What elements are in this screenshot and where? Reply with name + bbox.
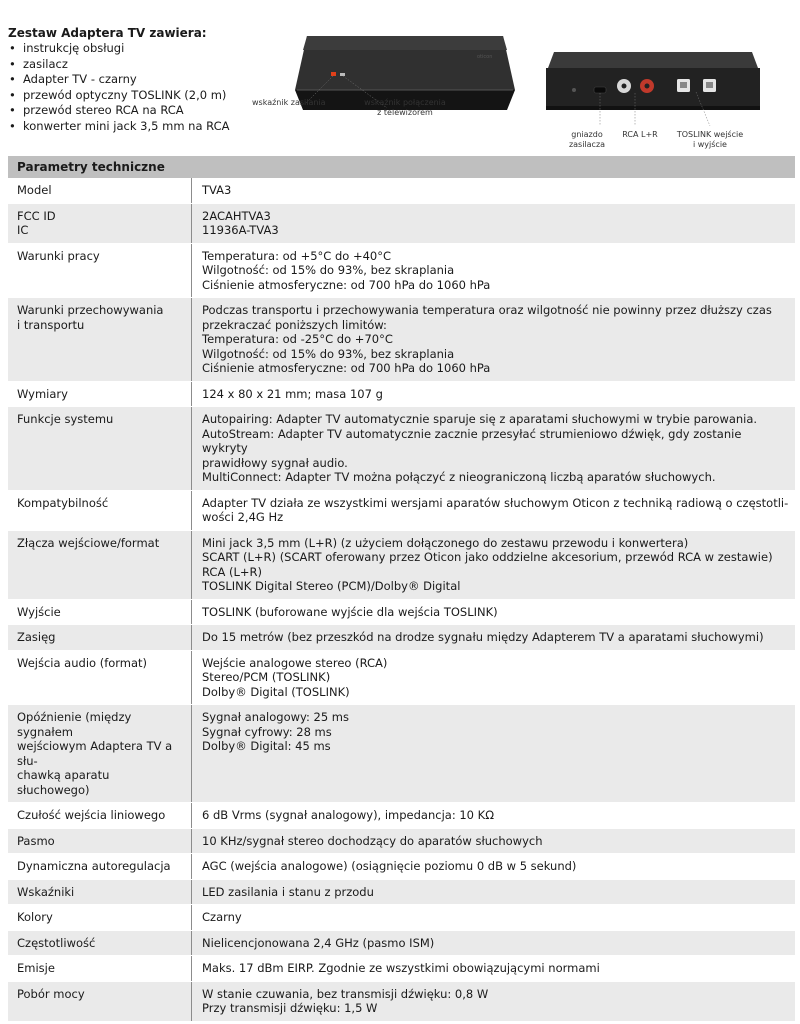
spec-row	[8, 803, 795, 829]
spec-label-line: Opóźnienie (między sygnałem	[17, 710, 132, 739]
spec-value	[192, 298, 795, 381]
toslink-caption-line: i wyjście	[693, 140, 727, 149]
spec-value	[192, 407, 795, 490]
spec-row	[8, 531, 795, 600]
kit-item: • konwerter mini jack 3,5 mm na RCA	[8, 119, 258, 135]
spec-value	[192, 600, 795, 625]
spec-value-line: AutoStream: Adapter TV automatycznie zacznie przesyłać strumieniowo dźwięk, gdy zostanie wykryty	[202, 426, 742, 455]
spec-row	[8, 298, 795, 382]
spec-label	[8, 705, 192, 802]
spec-label-line: Pasmo	[17, 833, 55, 848]
spec-table-header: Parametry techniczne	[8, 156, 795, 178]
spec-value-line: Wejście analogowe stereo (RCA)	[202, 655, 388, 670]
spec-value-line: Dolby® Digital: 45 ms	[202, 739, 331, 753]
power-socket-caption-line: gniazdo	[571, 130, 603, 139]
spec-label-line: Czułość wejścia liniowego	[17, 808, 166, 822]
spec-label	[8, 244, 192, 298]
spec-table	[8, 156, 795, 1022]
spec-label-line: Częstotliwość	[17, 935, 96, 950]
spec-label-line: IC	[17, 223, 29, 237]
power-indicator-caption: wskaźnik zasilania	[252, 98, 326, 107]
spec-value-line: Mini jack 3,5 mm (L+R) (z użyciem dołączonego do zestawu przewodu i konwertera)	[202, 535, 689, 550]
spec-value	[192, 956, 795, 981]
spec-label	[8, 531, 192, 599]
kit-title: Zestaw Adaptera TV zawiera:	[8, 26, 207, 40]
spec-value-line: Autopairing: Adapter TV automatycznie sparuje się z aparatami słuchowymi w trybie parowania.	[202, 412, 758, 426]
spec-row	[8, 178, 795, 204]
spec-label-line: Wymiary	[17, 386, 68, 401]
spec-value-line: Wilgotność: od 15% do 93%, bez skraplania	[202, 263, 455, 277]
spec-label	[8, 407, 192, 490]
spec-label	[8, 178, 192, 203]
spec-label-line: Zasięg	[17, 630, 56, 644]
spec-value-line: TVA3	[202, 183, 232, 197]
spec-value-line: AGC (wejścia analogowe) (osiągnięcie poziomu 0 dB w 5 sekund)	[202, 859, 577, 873]
spec-value-line: W stanie czuwania, bez transmisji dźwięku: 0,8 W	[202, 986, 489, 1001]
kit-list	[8, 41, 258, 135]
spec-value-line: Przy transmisji dźwięku: 1,5 W	[202, 1001, 378, 1015]
spec-value-line: Podczas transportu i przechowywania temperatura oraz wilgotność nie powinny przez dłuższy czas	[202, 303, 772, 317]
spec-value	[192, 931, 795, 956]
spec-value	[192, 244, 795, 298]
spec-value-line: Wilgotność: od 15% do 93%, bez skraplania	[202, 346, 455, 361]
spec-label	[8, 931, 192, 956]
spec-value-line: Temperatura: od +5°C do +40°C	[202, 248, 392, 263]
brand-mark: oticon	[477, 54, 493, 60]
spec-value-line: SCART (L+R) (SCART oferowany przez Oticon jako oddzielne akcesorium, przewód RCA w zestawie)	[202, 550, 773, 564]
spec-value-line: Maks. 17 dBm EIRP. Zgodnie ze wszystkimi obowiązującymi normami	[202, 961, 600, 975]
spec-value	[192, 829, 795, 854]
spec-label-line: Wyjście	[17, 604, 61, 619]
toslink-caption	[672, 130, 748, 150]
tv-indicator-caption-line: z telewizorem	[377, 108, 433, 117]
spec-value-line: Adapter TV działa ze wszystkimi wersjami aparatów słuchowym Oticon z techniką radiową o częstotli-	[202, 495, 789, 510]
spec-label-line: Kolory	[17, 910, 53, 924]
spec-label	[8, 829, 192, 854]
spec-label-line: wejściowym Adaptera TV a słu-	[17, 739, 173, 768]
tv-indicator-caption	[360, 98, 450, 118]
spec-label-line: Pobór mocy	[17, 986, 85, 1001]
spec-value	[192, 625, 795, 650]
spec-value-line: Czarny	[202, 910, 242, 924]
spec-row	[8, 982, 795, 1022]
spec-row	[8, 956, 795, 982]
spec-label	[8, 880, 192, 905]
power-socket-caption	[565, 130, 609, 150]
spec-row	[8, 651, 795, 706]
spec-value-line: 11936A-TVA3	[202, 223, 279, 237]
spec-value-line: RCA (L+R)	[202, 564, 262, 579]
spec-table-body	[8, 178, 795, 1022]
spec-row	[8, 705, 795, 803]
kit-item: • Adapter TV - czarny	[8, 72, 258, 88]
spec-label-line: Wejścia audio (format)	[17, 655, 148, 670]
kit-item: • instrukcję obsługi	[8, 41, 258, 57]
spec-value	[192, 651, 795, 705]
spec-label-line: Kompatybilność	[17, 495, 109, 510]
spec-row	[8, 625, 795, 651]
spec-value	[192, 854, 795, 879]
spec-label	[8, 625, 192, 650]
spec-label-line: Warunki pracy	[17, 248, 100, 263]
spec-value-line: wości 2,4G Hz	[202, 510, 284, 524]
spec-value-line: 2ACAHTVA3	[202, 208, 271, 223]
spec-value	[192, 705, 795, 802]
spec-row	[8, 407, 795, 491]
spec-value-line: Ciśnienie atmosferyczne: od 700 hPa do 1060 hPa	[202, 361, 491, 375]
spec-value-line: przekraczać poniższych limitów:	[202, 317, 387, 332]
spec-label-line: Złącza wejściowe/format	[17, 535, 160, 550]
spec-value-line: Ciśnienie atmosferyczne: od 700 hPa do 1060 hPa	[202, 277, 491, 292]
spec-value-line: TOSLINK (buforowane wyjście dla wejścia TOSLINK)	[202, 604, 498, 619]
spec-value	[192, 531, 795, 599]
spec-row	[8, 382, 795, 408]
spec-value-line: 6 dB Vrms (sygnał analogowy), impedancja: 10 KΩ	[202, 808, 494, 822]
spec-label-line: Warunki przechowywania	[17, 303, 164, 317]
spec-label	[8, 803, 192, 828]
spec-value	[192, 178, 795, 203]
spec-label	[8, 905, 192, 930]
spec-label	[8, 491, 192, 530]
spec-value-line: TOSLINK Digital Stereo (PCM)/Dolby® Digital	[202, 579, 461, 593]
power-socket-icon	[594, 87, 606, 93]
power-led-icon	[331, 72, 336, 76]
spec-label-line: Dynamiczna autoregulacja	[17, 859, 171, 873]
spec-value	[192, 982, 795, 1021]
spec-label-line: Wskaźniki	[17, 884, 75, 899]
spec-value	[192, 491, 795, 530]
kit-item: • przewód optyczny TOSLINK (2,0 m)	[8, 88, 258, 104]
toslink-caption-line: TOSLINK wejście	[676, 130, 744, 139]
spec-value-line: MultiConnect: Adapter TV można połączyć z nieograniczoną liczbą aparatów słuchowych.	[202, 470, 716, 484]
spec-label	[8, 298, 192, 381]
rca-caption: RCA L+R	[622, 130, 658, 139]
kit-item: • zasilacz	[8, 57, 258, 73]
spec-value-line: Do 15 metrów (bez przeszkód na drodze sygnału między Adapterem TV a aparatami słuchowymi)	[202, 630, 764, 644]
spec-value	[192, 382, 795, 407]
spec-label	[8, 854, 192, 879]
spec-value-line: Temperatura: od -25°C do +70°C	[202, 332, 393, 346]
spec-row	[8, 880, 795, 906]
spec-value-line: Sygnał cyfrowy: 28 ms	[202, 724, 332, 739]
spec-value-line: 124 x 80 x 21 mm; masa 107 g	[202, 386, 383, 401]
spec-value-line: LED zasilania i stanu z przodu	[202, 884, 374, 899]
spec-label-line: i transportu	[17, 317, 85, 332]
spec-value-line: Stereo/PCM (TOSLINK)	[202, 670, 331, 684]
spec-label	[8, 956, 192, 981]
spec-row	[8, 600, 795, 626]
spec-value-line: Dolby® Digital (TOSLINK)	[202, 684, 350, 699]
spec-row	[8, 854, 795, 880]
spec-label-line: Emisje	[17, 961, 55, 975]
device-back-image	[540, 46, 765, 128]
spec-value-line: 10 KHz/sygnał stereo dochodzący do aparatów słuchowych	[202, 833, 543, 848]
spec-value	[192, 204, 795, 243]
spec-label	[8, 600, 192, 625]
spec-label	[8, 204, 192, 243]
spec-row	[8, 204, 795, 244]
spec-label	[8, 382, 192, 407]
spec-label	[8, 982, 192, 1021]
spec-row	[8, 829, 795, 855]
spec-value	[192, 905, 795, 930]
screw-icon	[572, 88, 576, 92]
spec-value-line: Nielicencjonowana 2,4 GHz (pasmo ISM)	[202, 935, 435, 950]
spec-label-line: FCC ID	[17, 208, 56, 223]
spec-row	[8, 905, 795, 931]
power-socket-caption-line: zasilacza	[568, 140, 606, 149]
spec-row	[8, 244, 795, 299]
spec-row	[8, 931, 795, 957]
spec-label	[8, 651, 192, 705]
spec-label-line: Model	[17, 183, 52, 197]
tv-link-led-icon	[340, 73, 345, 76]
spec-value	[192, 803, 795, 828]
spec-label-line: chawką aparatu słuchowego)	[17, 768, 110, 797]
spec-value-line: prawidłowy sygnał audio.	[202, 455, 348, 470]
spec-row	[8, 491, 795, 531]
kit-contents	[8, 26, 258, 135]
tv-indicator-caption-line: wskaźnik połączenia	[364, 98, 446, 107]
spec-value	[192, 880, 795, 905]
spec-value-line: Sygnał analogowy: 25 ms	[202, 710, 350, 724]
spec-label-line: Funkcje systemu	[17, 412, 114, 426]
kit-item: • przewód stereo RCA na RCA	[8, 103, 258, 119]
